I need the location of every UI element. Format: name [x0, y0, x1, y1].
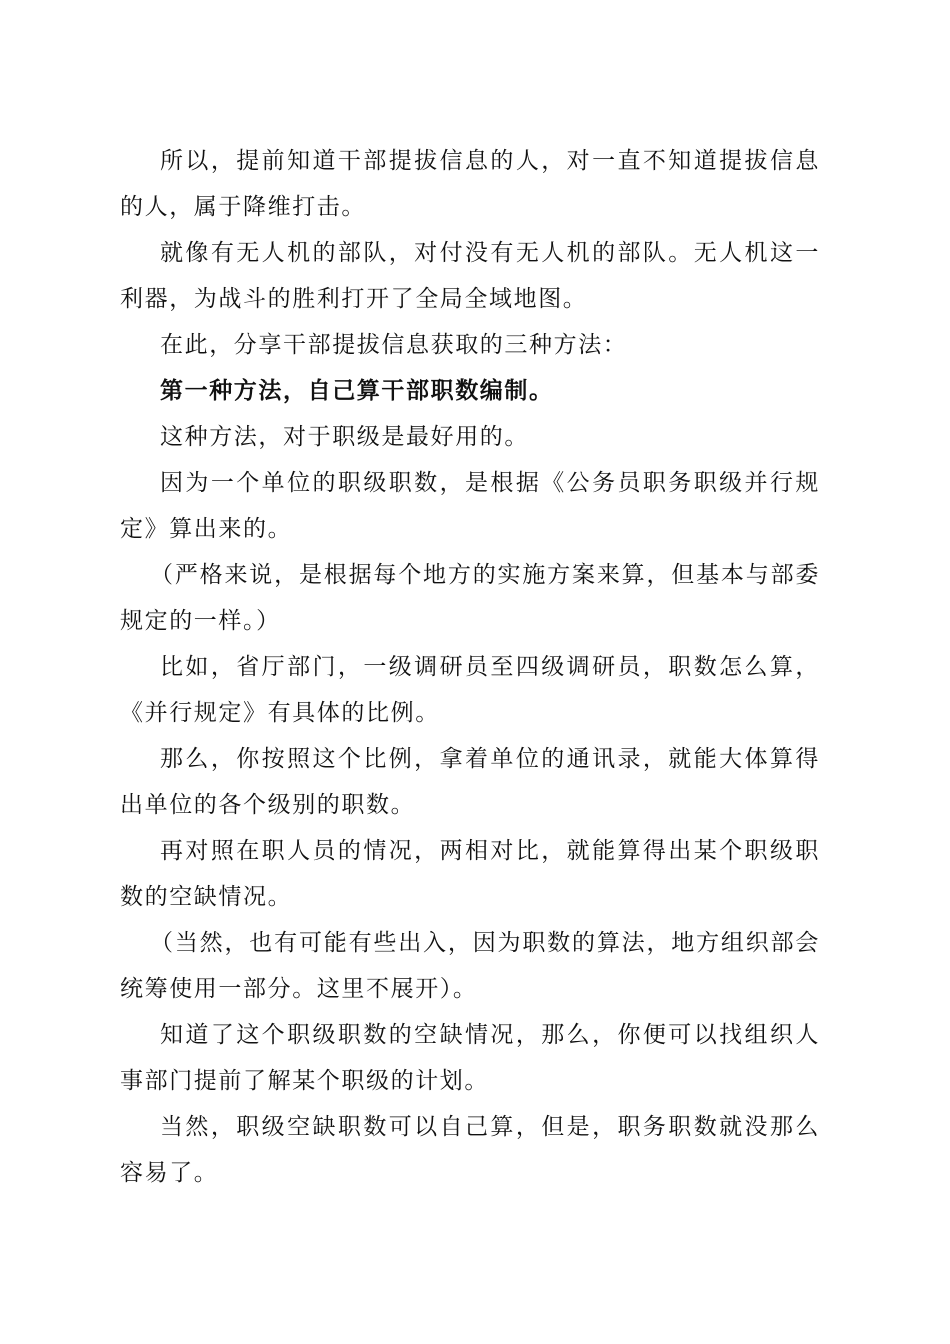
paragraph: 再对照在职人员的情况，两相对比，就能算得出某个职级职数的空缺情况。 — [120, 838, 820, 910]
paragraph-note: （当然，也有可能有些出入，因为职数的算法，地方组织部会统筹使用一部分。这里不展开）。 — [120, 930, 820, 1002]
paragraph: 比如，省厅部门，一级调研员至四级调研员，职数怎么算，《并行规定》有具体的比例。 — [120, 654, 820, 726]
paragraph: 所以，提前知道干部提拔信息的人，对一直不知道提拔信息的人，属于降维打击。 — [120, 148, 820, 220]
paragraph: 在此，分享干部提拔信息获取的三种方法： — [160, 332, 628, 358]
paragraph: 知道了这个职级职数的空缺情况，那么，你便可以找组织人事部门提前了解某个职级的计划。 — [120, 1022, 820, 1094]
paragraph: 那么，你按照这个比例，拿着单位的通讯录，就能大体算得出单位的各个级别的职数。 — [120, 746, 820, 818]
paragraph: 当然，职级空缺职数可以自己算，但是，职务职数就没那么容易了。 — [120, 1114, 820, 1186]
paragraph: 就像有无人机的部队，对付没有无人机的部队。无人机这一利器，为战斗的胜利打开了全局全域地图。 — [120, 240, 820, 312]
paragraph: 因为一个单位的职级职数，是根据《公务员职务职级并行规定》算出来的。 — [120, 470, 820, 542]
document-body — [120, 138, 820, 1196]
section-heading: 第一种方法，自己算干部职数编制。 — [160, 377, 554, 404]
paragraph: 这种方法，对于职级是最好用的。 — [160, 424, 529, 450]
paragraph-note: （严格来说，是根据每个地方的实施方案来算，但基本与部委规定的一样。） — [120, 562, 820, 634]
